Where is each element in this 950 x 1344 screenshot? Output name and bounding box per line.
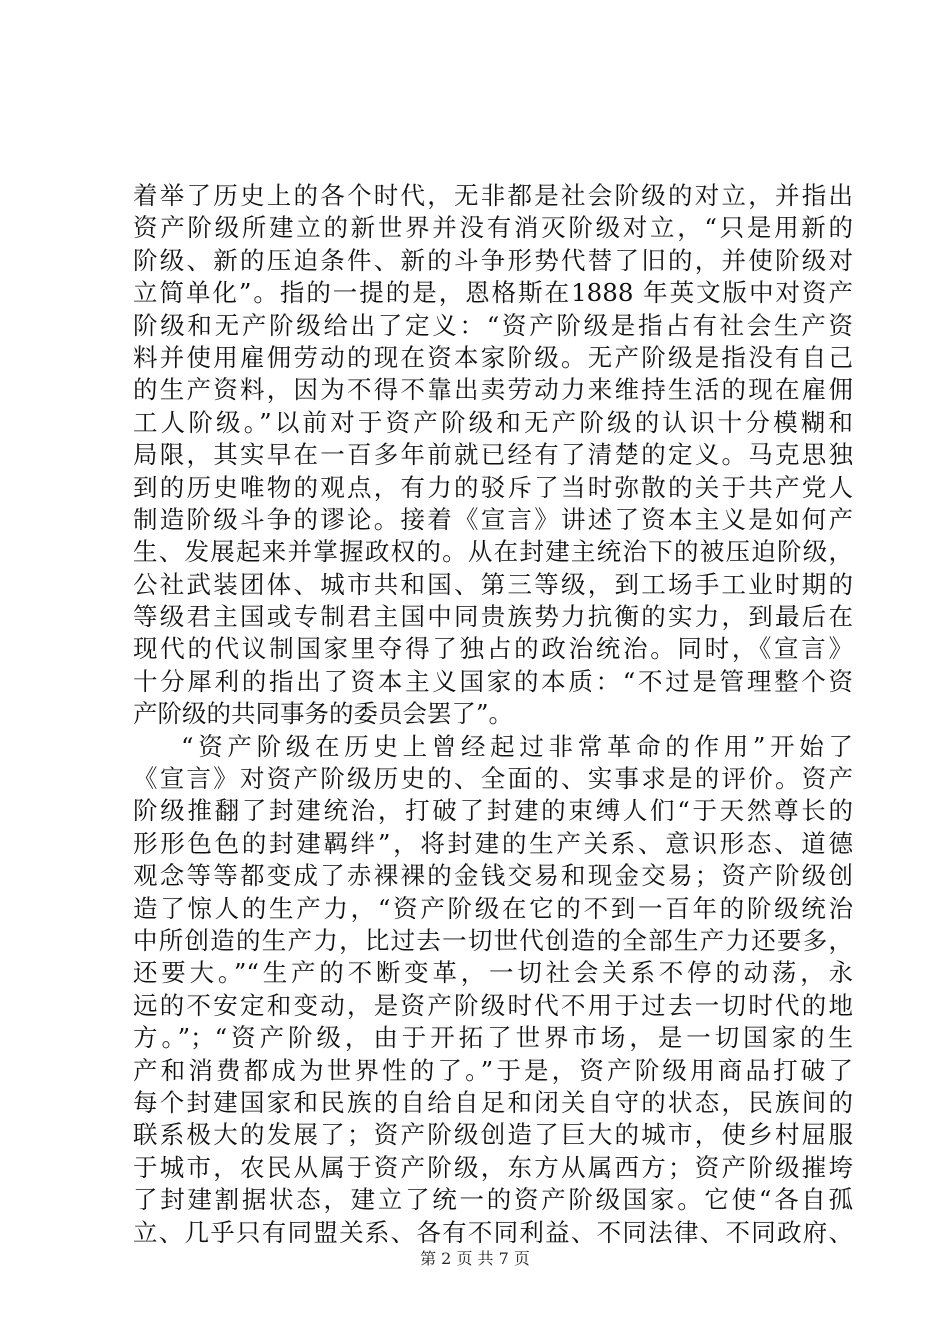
text-line: 的生产资料，因为不得不靠出卖劳动力来维持生活的现在雇佣 bbox=[133, 375, 853, 405]
text-line: 生、发展起来并掌握政权的。从在封建主统治下的被压迫阶级， bbox=[133, 537, 853, 567]
paragraph-start-line: “资产阶级在历史上曾经起过非常革命的作用”开始了 bbox=[181, 731, 853, 761]
text-line: 远的不安定和变动，是资产阶级时代不用于过去一切时代的地 bbox=[133, 990, 853, 1020]
text-line: 阶级、新的压迫条件、新的斗争形势代替了旧的，并使阶级对 bbox=[133, 245, 853, 275]
page-number-footer: 第 2 页 共 7 页 bbox=[420, 1249, 530, 1268]
text-line: 产和消费都成为世界性的了。”于是，资产阶级用商品打破了 bbox=[133, 1055, 853, 1085]
text-line: 还要大。”“生产的不断变革，一切社会关系不停的动荡，永 bbox=[133, 958, 853, 988]
paragraph-end-line: 产阶级的共同事务的委员会罢了”。 bbox=[133, 699, 514, 729]
text-line: 观念等等都变成了赤裸裸的金钱交易和现金交易；资产阶级创 bbox=[133, 861, 853, 891]
text-line: 阶级推翻了封建统治，打破了封建的束缚人们“于天然尊长的 bbox=[133, 796, 853, 826]
text-line: 每个封建国家和民族的自给自足和闭关自守的状态，民族间的 bbox=[133, 1087, 853, 1117]
text-line: 着举了历史上的各个时代，无非都是社会阶级的对立，并指出 bbox=[133, 181, 853, 210]
text-line: 工人阶级。”以前对于资产阶级和无产阶级的认识十分模糊和 bbox=[133, 407, 853, 437]
text-line: 资产阶级所建立的新世界并没有消灭阶级对立，“只是用新的 bbox=[133, 213, 853, 243]
text-line: 等级君主国或专制君主国中同贵族势力抗衡的实力，到最后在 bbox=[133, 602, 853, 632]
text-line: 局限，其实早在一百多年前就已经有了清楚的定义。马克思独 bbox=[133, 440, 853, 470]
text-line: 立、几乎只有同盟关系、各有不同利益、不同法律、不同政府、 bbox=[133, 1217, 853, 1247]
text-line: 料并使用雇佣劳动的现在资本家阶级。无产阶级是指没有自己 bbox=[133, 342, 853, 372]
text-line: 现代的代议制国家里夺得了独占的政治统治。同时，《宣言》 bbox=[133, 634, 853, 664]
text-line: 阶级和无产阶级给出了定义：“资产阶级是指占有社会生产资 bbox=[133, 310, 853, 340]
text-line: 联系极大的发展了；资产阶级创造了巨大的城市，使乡村屈服 bbox=[133, 1120, 853, 1150]
text-line: 立简单化”。指的一提的是，恩格斯在1888 年英文版中对资产 bbox=[133, 278, 853, 308]
text-line: 《宣言》对资产阶级历史的、全面的、实事求是的评价。资产 bbox=[133, 764, 853, 794]
text-line: 制造阶级斗争的谬论。接着《宣言》讲述了资本主义是如何产 bbox=[133, 504, 853, 534]
text-line: 十分犀利的指出了资本主义国家的本质：“不过是管理整个资 bbox=[133, 666, 853, 696]
text-line: 造了惊人的生产力，“资产阶级在它的不到一百年的阶级统治 bbox=[133, 893, 853, 923]
text-line: 于城市，农民从属于资产阶级，东方从属西方；资产阶级摧垮 bbox=[133, 1152, 853, 1182]
text-line: 到的历史唯物的观点，有力的驳斥了当时弥散的关于共产党人 bbox=[133, 472, 853, 502]
text-line: 形形色色的封建羁绊”，将封建的生产关系、意识形态、道德 bbox=[133, 828, 853, 858]
text-line: 公社武装团体、城市共和国、第三等级，到工场手工业时期的 bbox=[133, 569, 853, 599]
text-line: 了封建割据状态，建立了统一的资产阶级国家。它使“各自孤 bbox=[133, 1185, 853, 1215]
text-line: 方。”；“资产阶级，由于开拓了世界市场，是一切国家的生 bbox=[133, 1023, 853, 1053]
text-line: 中所创造的生产力，比过去一切世代创造的全部生产力还要多， bbox=[133, 925, 853, 955]
body-text bbox=[133, 180, 853, 1249]
